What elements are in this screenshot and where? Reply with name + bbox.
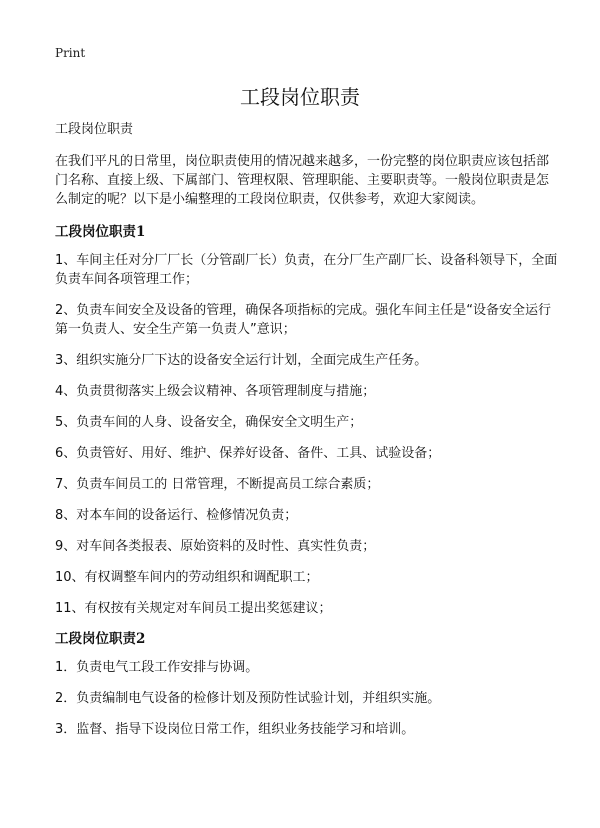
list-item: 6、负责管好、用好、维护、保养好设备、备件、工具、试验设备；: [55, 446, 441, 461]
section-heading: 工段岗位职责1: [55, 224, 146, 240]
list-item: 4、负责贯彻落实上级会议精神、各项管理制度与措施；: [55, 384, 376, 399]
list-item: 3．监督、指导下设岗位日常工作，组织业务技能学习和培训。: [55, 722, 415, 737]
list-item: 11、有权按有关规定对车间员工提出奖惩建议；: [55, 601, 332, 616]
list-item: 1、车间主任对分厂厂长（分管副厂长）负责，在分厂生产副厂长、设备科领导下，全面负责车间各项管理工作；: [55, 253, 558, 287]
section-1: [55, 223, 560, 618]
list-item: 7、负责车间员工的 日常管理，不断提高员工综合素质；: [55, 477, 380, 492]
print-link[interactable]: Print: [55, 46, 86, 60]
document-content: [55, 122, 560, 751]
intro-paragraph: 在我们平凡的日常里，岗位职责使用的情况越来越多，一份完整的岗位职责应该包括部门名称、直接上级、下属部门、管理权限、管理职能、主要职责等。一般岗位职责是怎么制定的呢？以下是小编整理的工段岗位职责，仅供参考，欢迎大家阅读。: [55, 154, 550, 207]
list-item: 2、负责车间安全及设备的管理，确保各项指标的完成。强化车间主任是“设备安全运行第一负责人、安全生产第一负责人”意识；: [55, 303, 552, 337]
list-item: 2．负责编制电气设备的检修计划及预防性试验计划，并组织实施。: [55, 691, 441, 706]
section-heading: 工段岗位职责2: [55, 631, 146, 647]
list-item: 1．负责电气工段工作安排与协调。: [55, 660, 259, 675]
section-2: [55, 630, 560, 739]
list-item: 3、组织实施分厂下达的设备安全运行计划，全面完成生产任务。: [55, 353, 428, 368]
list-item: 9、对车间各类报表、原始资料的及时性、真实性负责；: [55, 539, 376, 554]
document-title: 工段岗位职责: [240, 85, 360, 109]
list-item: 10、有权调整车间内的劳动组织和调配职工；: [55, 570, 319, 585]
document-subtitle: 工段岗位职责: [55, 122, 134, 137]
list-item: 5、负责车间的人身、设备安全，确保安全文明生产；: [55, 415, 363, 430]
list-item: 8、对本车间的设备运行、检修情况负责；: [55, 508, 298, 523]
